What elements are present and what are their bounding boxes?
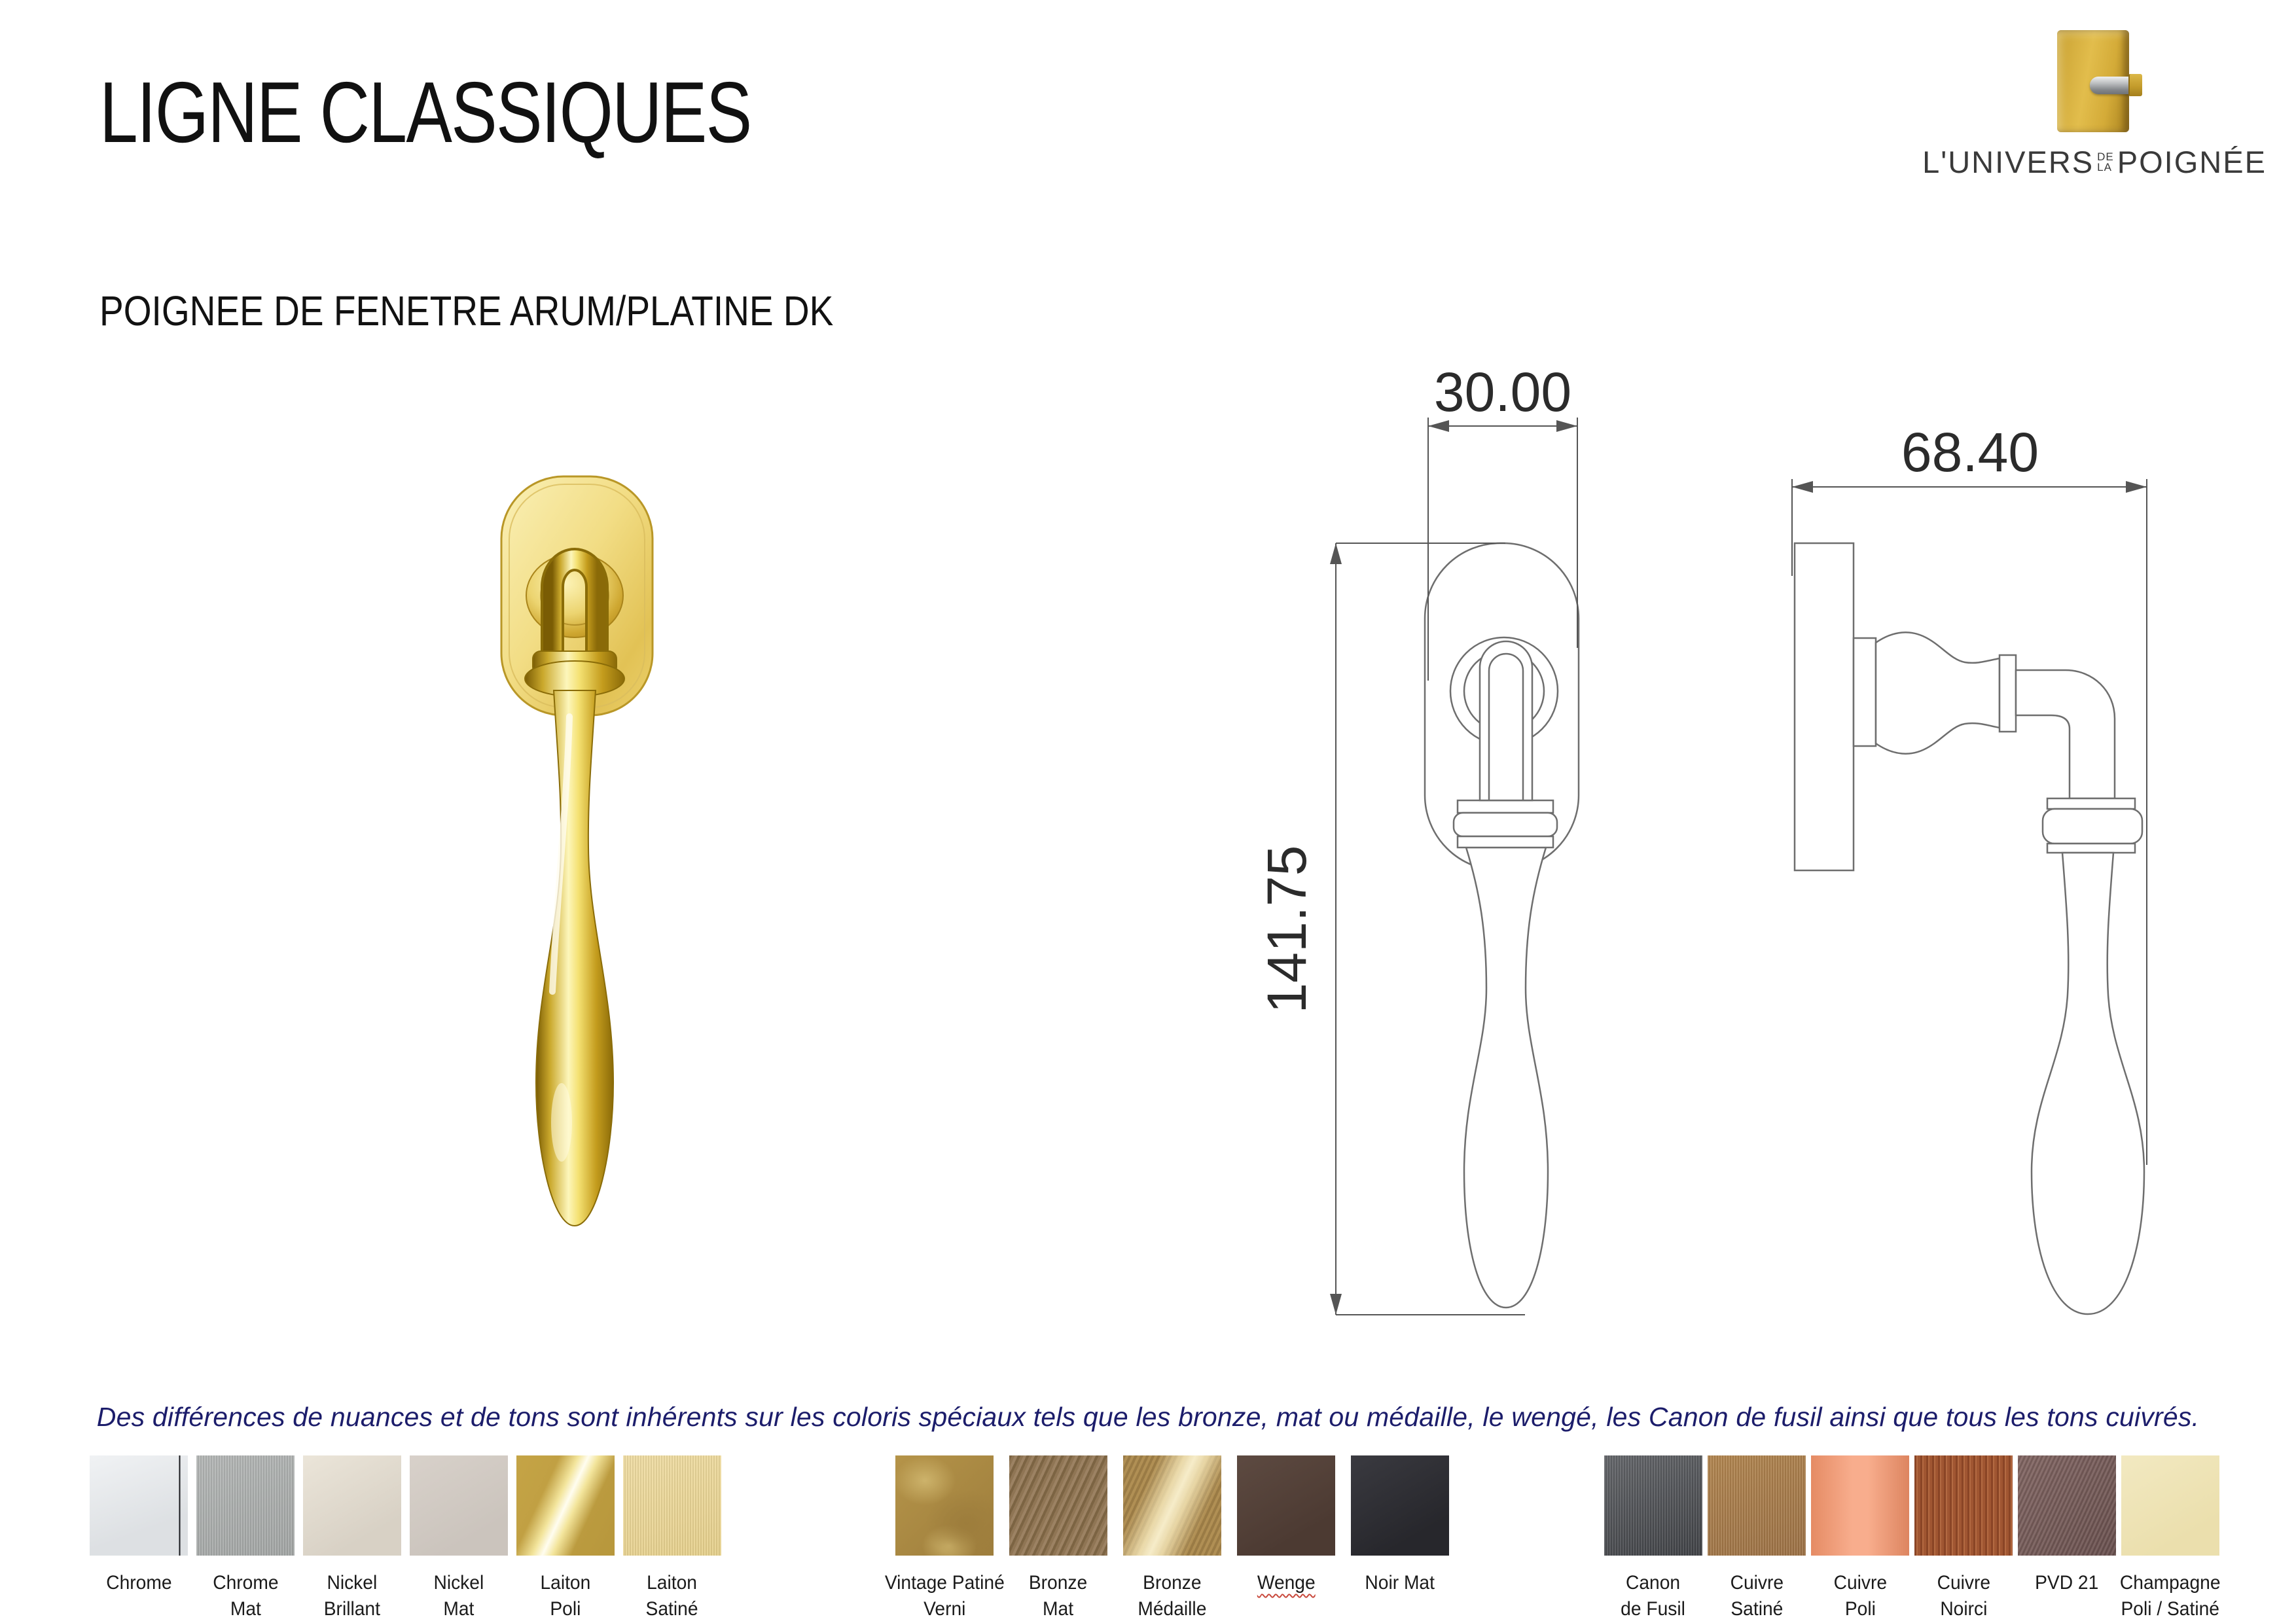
finish-label-bronze-mat: Bronze Mat <box>1029 1572 1088 1620</box>
finish-label-chrome-mat: Chrome Mat <box>212 1572 279 1620</box>
finish-label-bronze-medaille: Bronze Médaille <box>1138 1572 1207 1620</box>
finish-item-cuivre-poli <box>1811 1455 1909 1622</box>
finish-label-laiton-satine: Laiton Satiné <box>646 1572 698 1620</box>
finish-label-nickel-mat: Nickel Mat <box>433 1572 484 1620</box>
product-photo <box>471 429 687 1253</box>
finish-swatch-noir-mat <box>1351 1455 1449 1556</box>
finish-label-wenge: Wenge <box>1257 1572 1316 1594</box>
product-title: POIGNEE DE FENETRE ARUM/PLATINE DK <box>99 287 834 334</box>
finish-swatch-bronze-mat <box>1009 1455 1107 1556</box>
brand-name-right: POIGNÉE <box>2117 145 2267 179</box>
dim-front-width: 30.00 <box>1433 361 1572 423</box>
brand-name <box>1898 144 2291 180</box>
finish-swatch-vintage-patine-verni <box>895 1455 994 1556</box>
finish-swatch-chrome-mat <box>196 1455 295 1556</box>
finish-item-laiton-satine <box>623 1455 721 1622</box>
page-title: LIGNE CLASSIQUES <box>99 64 751 160</box>
finish-swatch-laiton-poli <box>516 1455 615 1556</box>
finish-item-chrome <box>90 1455 188 1622</box>
finish-item-bronze-medaille <box>1123 1455 1221 1622</box>
finish-item-chrome-mat <box>196 1455 295 1622</box>
finish-label-chrome: Chrome <box>105 1572 172 1594</box>
finish-item-nickel-brillant <box>303 1455 401 1622</box>
finish-swatch-cuivre-satine <box>1708 1455 1806 1556</box>
finish-swatch-canon-de-fusil <box>1604 1455 1702 1556</box>
finish-item-pvd-21 <box>2018 1455 2116 1622</box>
drawing-front-view <box>1244 340 1623 1361</box>
finish-swatch-cuivre-poli <box>1811 1455 1909 1556</box>
finish-item-nickel-mat <box>410 1455 508 1622</box>
finish-item-cuivre-noirci <box>1914 1455 2013 1622</box>
photo-lever <box>536 690 613 1226</box>
dim-side-depth: 68.40 <box>1901 421 2039 483</box>
brand-logo-lever-icon <box>2090 77 2129 94</box>
finish-swatch-nickel-mat <box>410 1455 508 1556</box>
finish-swatch-champagne-poli-satine <box>2121 1455 2219 1556</box>
finish-label-laiton-poli: Laiton Poli <box>540 1572 591 1620</box>
brand-name-left: L'UNIVERS <box>1922 145 2094 179</box>
finish-item-canon-de-fusil <box>1604 1455 1702 1622</box>
dim-front-height: 141.75 <box>1256 845 1318 1014</box>
finish-group-metals <box>90 1455 721 1622</box>
finish-item-vintage-patine-verni <box>884 1455 1005 1622</box>
finish-item-laiton-poli <box>516 1455 615 1622</box>
finish-group-coppers <box>1604 1455 2219 1622</box>
finish-label-noir-mat: Noir Mat <box>1365 1572 1435 1594</box>
finish-swatch-pvd-21 <box>2018 1455 2116 1556</box>
finish-item-bronze-mat <box>1009 1455 1107 1622</box>
color-disclaimer-note: Des différences de nuances et de tons sont inhérents sur les coloris spéciaux tels que les bronze, mat ou médaille, le wengé, les Canon de fusil ainsi que tous les tons cuivrés. <box>96 1402 2200 1432</box>
finish-swatch-laiton-satine <box>623 1455 721 1556</box>
finish-item-noir-mat <box>1351 1455 1449 1622</box>
finish-item-champagne-poli-satine <box>2121 1455 2219 1622</box>
finish-swatch-cuivre-noirci <box>1914 1455 2013 1556</box>
finish-swatch-nickel-brillant <box>303 1455 401 1556</box>
finish-swatch-chrome <box>90 1455 188 1556</box>
finish-swatch-bronze-medaille <box>1123 1455 1221 1556</box>
drawing-side-view <box>1754 406 2199 1361</box>
brand-logo-cap-icon <box>2128 74 2142 96</box>
finish-label-cuivre-satine: Cuivre Satiné <box>1730 1572 1784 1620</box>
finish-group-bronzes <box>884 1455 1449 1622</box>
finish-swatch-wenge <box>1237 1455 1335 1556</box>
finish-item-wenge <box>1237 1455 1335 1622</box>
finish-label-cuivre-noirci: Cuivre Noirci <box>1937 1572 1990 1620</box>
brand-name-middle: DE LA <box>2097 150 2114 173</box>
finish-label-nickel-brillant: Nickel Brillant <box>323 1572 381 1620</box>
finish-item-cuivre-satine <box>1708 1455 1806 1622</box>
finish-label-vintage-patine-verni: Vintage Patiné Verni <box>884 1572 1005 1620</box>
finish-label-canon-de-fusil: Canon de Fusil <box>1621 1572 1686 1620</box>
finish-label-pvd-21: PVD 21 <box>2035 1572 2099 1594</box>
finish-label-champagne-poli-satine: Champagne Poli / Satiné <box>2120 1572 2221 1620</box>
finish-label-cuivre-poli: Cuivre Poli <box>1833 1572 1887 1620</box>
